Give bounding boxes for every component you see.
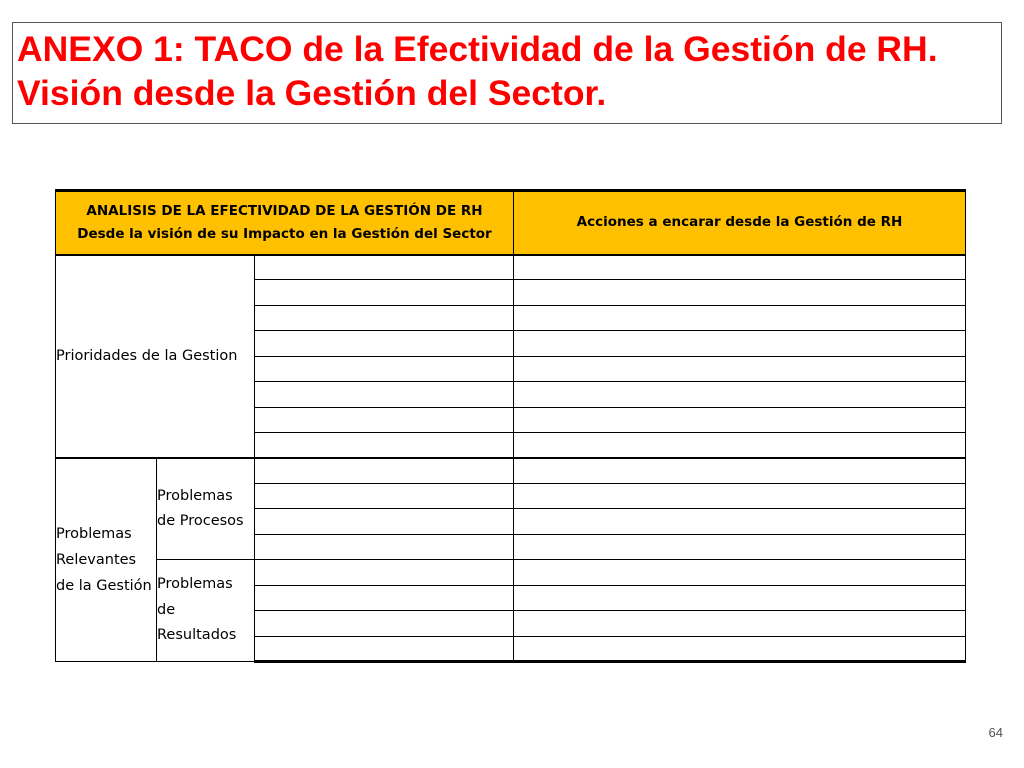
action-cell[interactable] (514, 331, 966, 356)
action-cell[interactable] (514, 356, 966, 381)
table-row (56, 255, 966, 280)
action-cell[interactable] (514, 560, 966, 585)
analysis-cell[interactable] (255, 305, 514, 330)
process-problems-label: Problemas de Procesos (157, 458, 255, 560)
results-problems-label: Problemas de Resultados (157, 560, 255, 662)
analysis-cell[interactable] (255, 636, 514, 661)
action-cell[interactable] (514, 458, 966, 483)
analysis-cell[interactable] (255, 611, 514, 636)
table-row (56, 458, 966, 483)
action-cell[interactable] (514, 280, 966, 305)
priorities-label: Prioridades de la Gestion (56, 255, 255, 459)
analysis-cell[interactable] (255, 255, 514, 280)
slide-title: ANEXO 1: TACO de la Efectividad de la Gestión de RH. Visión desde la Gestión del Sector. (17, 29, 938, 113)
action-cell[interactable] (514, 483, 966, 508)
analysis-cell[interactable] (255, 509, 514, 534)
action-cell[interactable] (514, 407, 966, 432)
action-cell[interactable] (514, 433, 966, 458)
header-analysis-line2: Desde la visión de su Impacto en la Gestión del Sector (77, 225, 492, 242)
taco-table-container (55, 189, 965, 663)
title-box (12, 22, 1002, 124)
action-cell[interactable] (514, 305, 966, 330)
table-row (56, 560, 966, 585)
analysis-cell[interactable] (255, 331, 514, 356)
header-analysis-line1: ANALISIS DE LA EFECTIVIDAD DE LA GESTIÓN DE RH (86, 202, 483, 219)
analysis-cell[interactable] (255, 280, 514, 305)
action-cell[interactable] (514, 585, 966, 610)
action-cell[interactable] (514, 382, 966, 407)
action-cell[interactable] (514, 534, 966, 559)
action-cell[interactable] (514, 611, 966, 636)
analysis-cell[interactable] (255, 356, 514, 381)
action-cell[interactable] (514, 509, 966, 534)
page-number: 64 (988, 725, 1003, 740)
analysis-cell[interactable] (255, 458, 514, 483)
analysis-cell[interactable] (255, 483, 514, 508)
relevant-problems-label: Problemas Relevantes de la Gestión (56, 458, 157, 662)
analysis-cell[interactable] (255, 433, 514, 458)
header-actions: Acciones a encarar desde la Gestión de RH (514, 191, 966, 255)
analysis-cell[interactable] (255, 585, 514, 610)
analysis-cell[interactable] (255, 534, 514, 559)
analysis-cell[interactable] (255, 407, 514, 432)
action-cell[interactable] (514, 636, 966, 661)
taco-table (55, 189, 966, 663)
action-cell[interactable] (514, 255, 966, 280)
header-analysis (56, 191, 514, 255)
analysis-cell[interactable] (255, 560, 514, 585)
analysis-cell[interactable] (255, 382, 514, 407)
